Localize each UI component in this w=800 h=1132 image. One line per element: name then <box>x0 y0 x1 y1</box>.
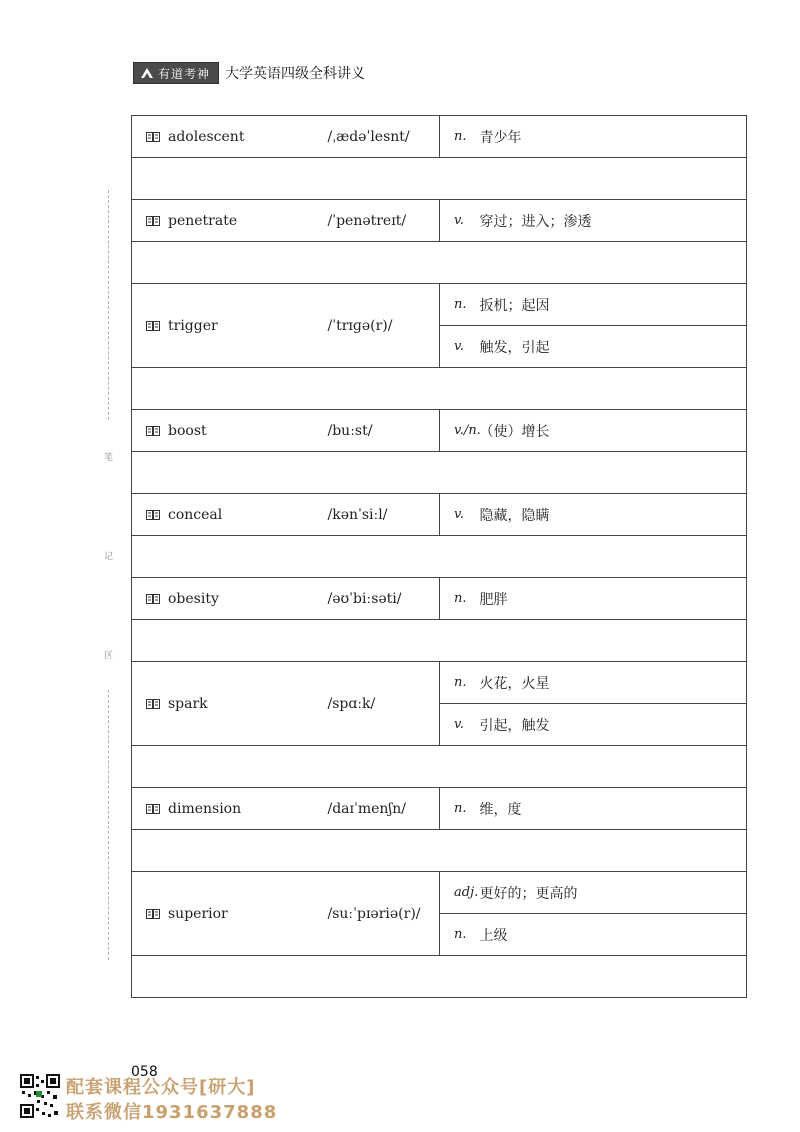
logo-mark-icon <box>140 67 154 79</box>
logo-text: 有道考神 <box>158 66 211 81</box>
definition: 扳机；起因 <box>480 284 747 326</box>
word-cell <box>132 578 328 620</box>
definition: 上级 <box>480 914 747 956</box>
blank-row <box>132 830 747 872</box>
part-of-speech: n. <box>440 662 480 704</box>
book-icon <box>146 426 160 436</box>
book-icon <box>146 510 160 520</box>
word-cell <box>132 284 328 368</box>
word: adolescent <box>168 128 245 145</box>
promo-line-contact: 联系微信1931637888 <box>66 1102 278 1123</box>
phonetic: /kənˈsiːl/ <box>328 494 440 536</box>
phonetic: /buːst/ <box>328 410 440 452</box>
notes-dotted-line-bottom <box>108 690 109 960</box>
word: conceal <box>168 506 223 523</box>
part-of-speech: n. <box>440 914 480 956</box>
qr-code-icon <box>20 1074 60 1118</box>
vocabulary-table <box>131 115 747 998</box>
blank-row <box>132 746 747 788</box>
book-icon <box>146 321 160 331</box>
word-cell <box>132 662 328 746</box>
book-title: 大学英语四级全科讲义 <box>225 66 366 82</box>
part-of-speech: v./n. <box>440 410 480 452</box>
table-row <box>132 116 747 158</box>
blank-row <box>132 158 747 200</box>
page-header <box>133 62 365 84</box>
word-cell <box>132 116 328 158</box>
table-row <box>132 578 747 620</box>
book-icon <box>146 594 160 604</box>
table-row <box>132 284 747 326</box>
word-cell <box>132 872 328 956</box>
blank-row <box>132 242 747 284</box>
table-row <box>132 494 747 536</box>
blank-row <box>132 620 747 662</box>
word: boost <box>168 422 207 439</box>
brand-logo <box>133 62 219 84</box>
word: penetrate <box>168 212 238 229</box>
definition: 维，度 <box>480 788 747 830</box>
word-cell <box>132 494 328 536</box>
phonetic: /spɑːk/ <box>328 662 440 746</box>
phonetic: /ˈtrɪɡə(r)/ <box>328 284 440 368</box>
definition: 穿过；进入；渗透 <box>480 200 747 242</box>
blank-row <box>132 452 747 494</box>
part-of-speech: v. <box>440 326 480 368</box>
part-of-speech: n. <box>440 578 480 620</box>
book-icon <box>146 216 160 226</box>
definition: 触发，引起 <box>480 326 747 368</box>
part-of-speech: v. <box>440 494 480 536</box>
blank-row <box>132 536 747 578</box>
table-row <box>132 872 747 914</box>
definition: 青少年 <box>480 116 747 158</box>
word: dimension <box>168 800 242 817</box>
part-of-speech: n. <box>440 284 480 326</box>
word-cell <box>132 788 328 830</box>
definition: 隐藏，隐瞒 <box>480 494 747 536</box>
book-icon <box>146 132 160 142</box>
word: trigger <box>168 317 218 334</box>
side-note-char: 记 <box>104 552 114 562</box>
phonetic: /ˌædəˈlesnt/ <box>328 116 440 158</box>
part-of-speech: v. <box>440 704 480 746</box>
phonetic: /ˈpenətreɪt/ <box>328 200 440 242</box>
word: obesity <box>168 590 219 607</box>
part-of-speech: n. <box>440 788 480 830</box>
blank-row <box>132 368 747 410</box>
page-number: 058 <box>131 1064 158 1080</box>
definition: 引起，触发 <box>480 704 747 746</box>
definition: 肥胖 <box>480 578 747 620</box>
word: spark <box>168 695 208 712</box>
definition: 更好的；更高的 <box>480 872 747 914</box>
book-icon <box>146 804 160 814</box>
part-of-speech: adj. <box>440 872 480 914</box>
side-note-char: 区 <box>104 651 114 661</box>
word: superior <box>168 905 228 922</box>
word-cell <box>132 200 328 242</box>
part-of-speech: n. <box>440 116 480 158</box>
word-cell <box>132 410 328 452</box>
phonetic: /suːˈpɪəriə(r)/ <box>328 872 440 956</box>
book-icon <box>146 699 160 709</box>
table-row <box>132 200 747 242</box>
blank-row <box>132 956 747 998</box>
table-row <box>132 662 747 704</box>
definition: 火花，火星 <box>480 662 747 704</box>
part-of-speech: v. <box>440 200 480 242</box>
table-row <box>132 788 747 830</box>
phonetic: /əʊˈbiːsəti/ <box>328 578 440 620</box>
side-note-char: 笔 <box>104 453 114 463</box>
book-icon <box>146 909 160 919</box>
phonetic: /daɪˈmenʃn/ <box>328 788 440 830</box>
notes-dotted-line-top <box>108 190 109 420</box>
table-row <box>132 410 747 452</box>
definition: （使）增长 <box>480 410 747 452</box>
promo-line-course: 配套课程公众号[研大] <box>66 1077 256 1098</box>
